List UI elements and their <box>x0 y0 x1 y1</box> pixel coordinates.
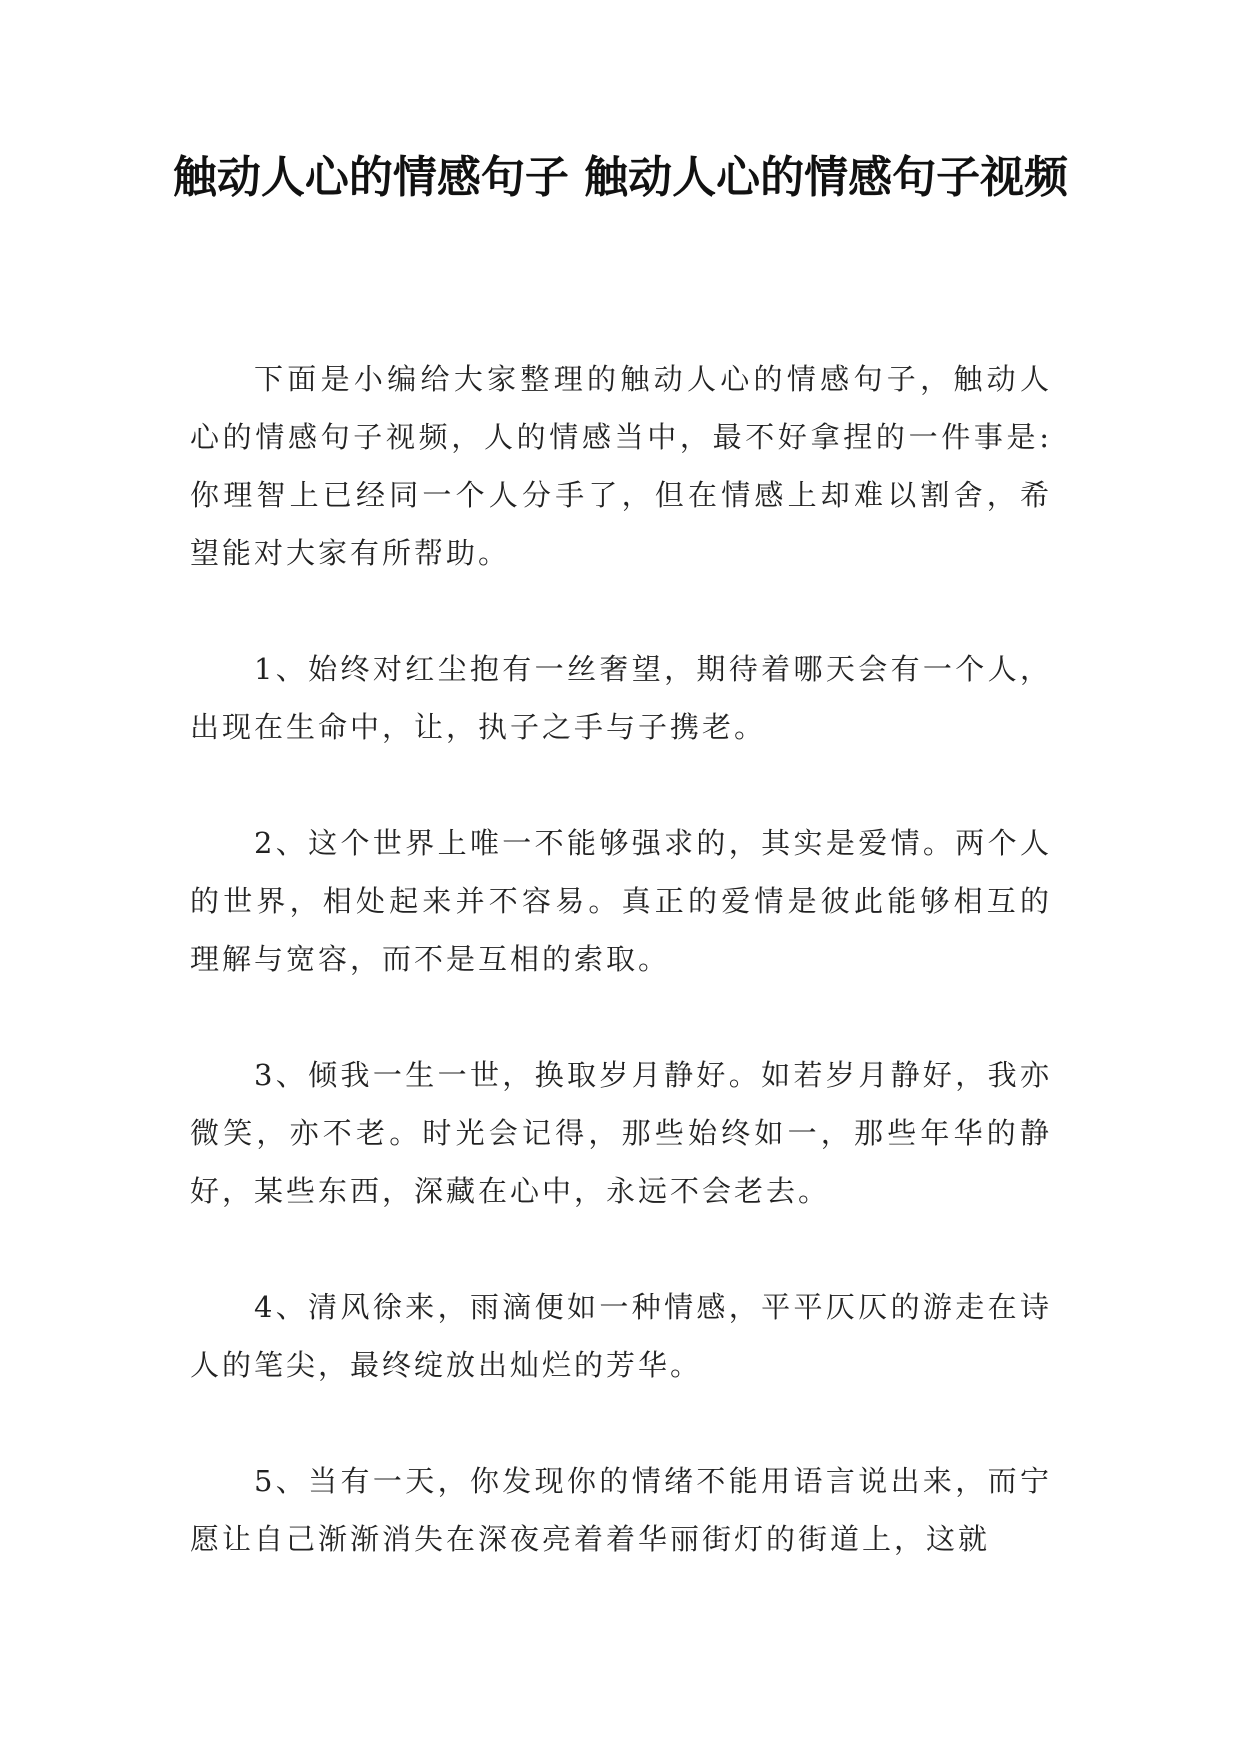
quote-paragraph-5: 5、当有一天，你发现你的情绪不能用语言说出来，而宁愿让自己渐渐消失在深夜亮着着华丽街灯的街道上，这就 <box>190 1464 1052 1556</box>
quote-paragraph-3: 3、倾我一生一世，换取岁月静好。如若岁月静好，我亦微笑，亦不老。时光会记得，那些始终如一，那些年华的静好，某些东西，深藏在心中，永远不会老去。 <box>190 1058 1052 1208</box>
quote-paragraph-2: 2、这个世界上唯一不能够强求的，其实是爱情。两个人的世界，相处起来并不容易。真正的爱情是彼此能够相互的理解与宽容，而不是互相的索取。 <box>190 826 1052 976</box>
document-body <box>190 350 1052 1626</box>
intro-paragraph: 下面是小编给大家整理的触动人心的情感句子，触动人心的情感句子视频，人的情感当中，最不好拿捏的一件事是:你理智上已经同一个人分手了，但在情感上却难以割舍，希望能对大家有所帮助。 <box>190 362 1052 570</box>
quote-paragraph-1: 1、始终对红尘抱有一丝奢望，期待着哪天会有一个人，出现在生命中，让，执子之手与子携老。 <box>190 652 1052 744</box>
document-title: 触动人心的情感句子 触动人心的情感句子视频 <box>172 152 1069 203</box>
quote-paragraph-4: 4、清风徐来，雨滴便如一种情感，平平仄仄的游走在诗人的笔尖，最终绽放出灿烂的芳华。 <box>190 1290 1052 1382</box>
